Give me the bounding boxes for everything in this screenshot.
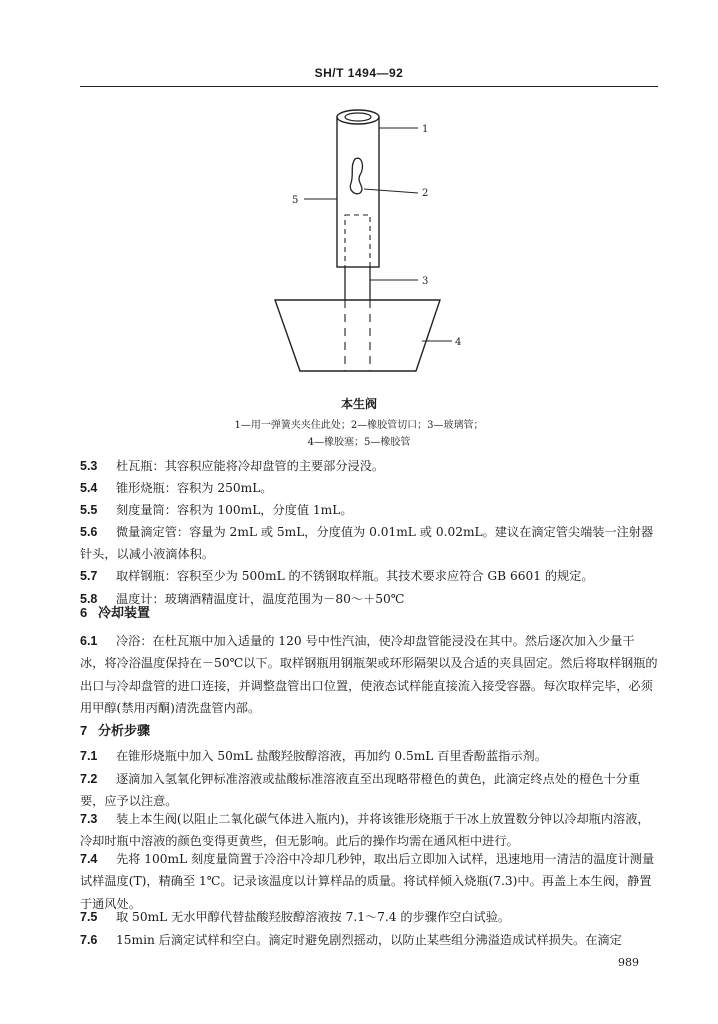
clause-text: 逐滴加入氢氧化钾标准溶液或盐酸标准溶液直至出现略带橙色的黄色，此滴定终点处的橙色十分重要，应予以注意。 — [80, 772, 641, 809]
label-5: 5 — [292, 195, 299, 206]
clause-text: 在锥形烧瓶中加入 50mL 盐酸羟胺醇溶液，再加约 0.5mL 百里香酚蓝指示剂。 — [116, 749, 547, 763]
bunsen-valve-diagram — [0, 95, 718, 391]
clause-6-1 — [80, 630, 658, 720]
rubber-tube — [337, 117, 379, 267]
clause-7-1 — [80, 745, 658, 767]
clause-number: 6.1 — [80, 634, 98, 648]
clause-7-6 — [80, 929, 658, 951]
clause-number: 7.3 — [80, 812, 98, 826]
glass-tube-inner-dashed — [345, 215, 370, 267]
section-title: 冷却装置 — [98, 605, 151, 620]
label-1: 1 — [422, 124, 429, 135]
clause-text: 锥形烧瓶：容积为 250mL。 — [116, 481, 273, 495]
clause-5-6 — [80, 521, 658, 566]
clause-number: 7.5 — [80, 910, 98, 924]
label-4: 4 — [455, 337, 462, 348]
clause-text: 冷浴：在杜瓦瓶中加入适量的 120 号中性汽油，使冷却盘管能浸没在其中。然后逐次加入少量干冰，将冷浴温度保持在－50℃以下。取样钢瓶用钢瓶架或环形隔架以及合适的夹具固定。然后将取样钢瓶的出口与冷却盘管的进口连接，并调整盘管出口位置，使液态试样能直接流入接受容器。每次取样完毕，必须用甲醇(禁用丙酮)清洗盘管内部。 — [80, 634, 658, 716]
clause-7-5 — [80, 906, 658, 928]
clause-5-3 — [80, 455, 658, 477]
clause-number: 5.3 — [80, 459, 98, 473]
clause-number: 7.4 — [80, 852, 98, 866]
clause-text: 先将 100mL 刻度量筒置于冷浴中冷却几秒钟，取出后立即加入试样，迅速地用一清洁的温度计测量试样温度(T)，精确至 1℃。记录该温度以计算样品的质量。将试样倾入烧瓶(7.3)中。再盖上本生阀，静置于通风处。 — [80, 852, 655, 911]
clause-text: 装上本生阀(以阻止二氧化碳气体进入瓶内)，并将该锥形烧瓶于干冰上放置数分钟以冷却瓶内溶液，冷却时瓶中溶液的颜色变得更黄些，但无影响。此后的操作均需在通风柜中进行。 — [80, 812, 650, 849]
clause-text: 刻度量筒：容积为 100mL，分度值 1mL。 — [116, 503, 353, 517]
clause-number: 5.4 — [80, 481, 98, 495]
rubber-stopper — [275, 300, 440, 371]
section-number: 6 — [80, 605, 88, 620]
clause-number: 5.5 — [80, 503, 98, 517]
clause-text: 杜瓦瓶：其容积应能将冷却盘管的主要部分浸没。 — [116, 459, 385, 473]
leader-line-2 — [364, 189, 418, 193]
clause-5-4 — [80, 477, 658, 499]
clause-number: 7.2 — [80, 772, 98, 786]
clause-5-7 — [80, 565, 658, 587]
clause-number: 5.6 — [80, 525, 98, 539]
rubber-tube-slit — [350, 158, 362, 194]
tube-top-outer — [337, 110, 379, 124]
figure-caption-line2: 4—橡胶塞；5—橡胶管 — [307, 437, 411, 448]
document-header-code: SH/T 1494—92 — [314, 66, 404, 80]
clause-text: 15min 后滴定试样和空白。滴定时避免剧烈摇动，以防止某些组分沸溢造成试样损失。在滴定 — [116, 933, 622, 947]
label-3: 3 — [422, 276, 429, 287]
clause-text: 微量滴定管：容量为 2mL 或 5mL，分度值为 0.01mL 或 0.02mL。建议在滴定管尖端装一注射器针头，以减小液滴体积。 — [80, 525, 654, 562]
figure-caption-line1: 1—用一弹簧夹夹住此处；2—橡胶管切口；3—玻璃管； — [234, 420, 484, 431]
clause-number: 5.8 — [80, 592, 98, 606]
clause-text: 取样钢瓶：容积至少为 500mL 的不锈钢取样瓶。其技术要求应符合 GB 6601 的规定。 — [116, 569, 594, 583]
clause-number: 7.1 — [80, 749, 98, 763]
clause-number: 5.7 — [80, 569, 98, 583]
label-2: 2 — [422, 188, 429, 199]
clause-number: 7.6 — [80, 933, 98, 947]
clause-text: 温度计：玻璃酒精温度计，温度范围为－80～＋50℃ — [116, 592, 405, 606]
clause-text: 取 50mL 无水甲醇代替盐酸羟胺醇溶液按 7.1～7.4 的步骤作空白试验。 — [116, 910, 511, 924]
section-title: 分析步骤 — [98, 723, 151, 738]
section-number: 7 — [80, 723, 88, 738]
header-rule — [80, 86, 658, 87]
clause-5-8 — [80, 588, 658, 610]
clause-7-2 — [80, 768, 658, 813]
clause-7-3 — [80, 808, 658, 853]
section-6-heading — [80, 602, 150, 621]
section-7-heading — [80, 720, 150, 739]
clause-5-5 — [80, 499, 658, 521]
page-number: 989 — [618, 956, 639, 969]
figure-title: 本生阀 — [340, 397, 377, 411]
